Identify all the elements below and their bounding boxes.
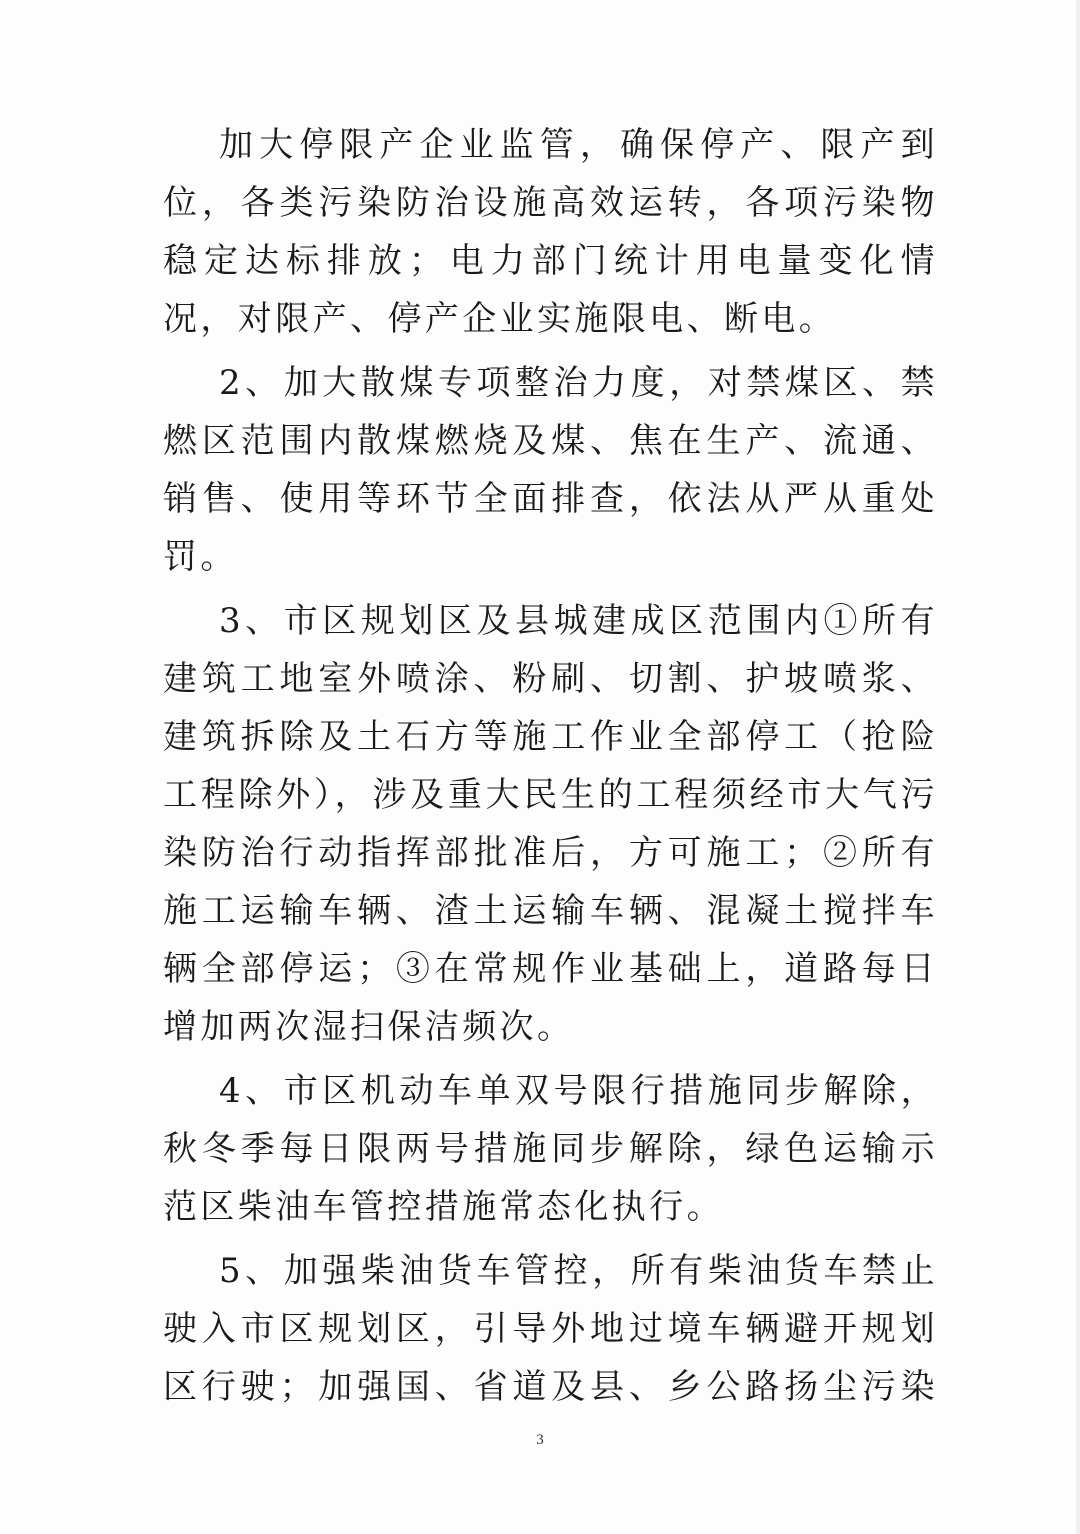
- scan-edge: [1076, 0, 1080, 1534]
- paragraph-2: 2、加大散煤专项整治力度，对禁煤区、禁燃区范围内散煤燃烧及煤、焦在生产、流通、销售、使用等环节全面排查，依法从严从重处罚。: [163, 363, 938, 577]
- paragraph-1: 加大停限产企业监管，确保停产、限产到位，各类污染防治设施高效运转，各项污染物稳定达标排放；电力部门统计用电量变化情况，对限产、停产企业实施限电、断电。: [163, 125, 938, 339]
- page-number: 3: [536, 1432, 544, 1448]
- document-body: [163, 116, 938, 1406]
- paragraph-5: 5、加强柴油货车管控，所有柴油货车禁止驶入市区规划区，引导外地过境车辆避开规划区行驶；加强国、省道及县、乡公路扬尘污染: [163, 1251, 938, 1406]
- paragraph-4: 4、市区机动车单双号限行措施同步解除，秋冬季每日限两号措施同步解除，绿色运输示范区柴油车管控措施常态化执行。: [163, 1071, 938, 1227]
- paragraph-3: 3、市区规划区及县城建成区范围内①所有建筑工地室外喷涂、粉刷、切割、护坡喷浆、建筑拆除及土石方等施工作业全部停工（抢险工程除外），涉及重大民生的工程须经市大气污染防治行动指挥部批准后，方可施工；②所有施工运输车辆、渣土运输车辆、混凝土搅拌车辆全部停运；③在常规作业基础上，道路每日增加两次湿扫保洁频次。: [163, 601, 938, 1047]
